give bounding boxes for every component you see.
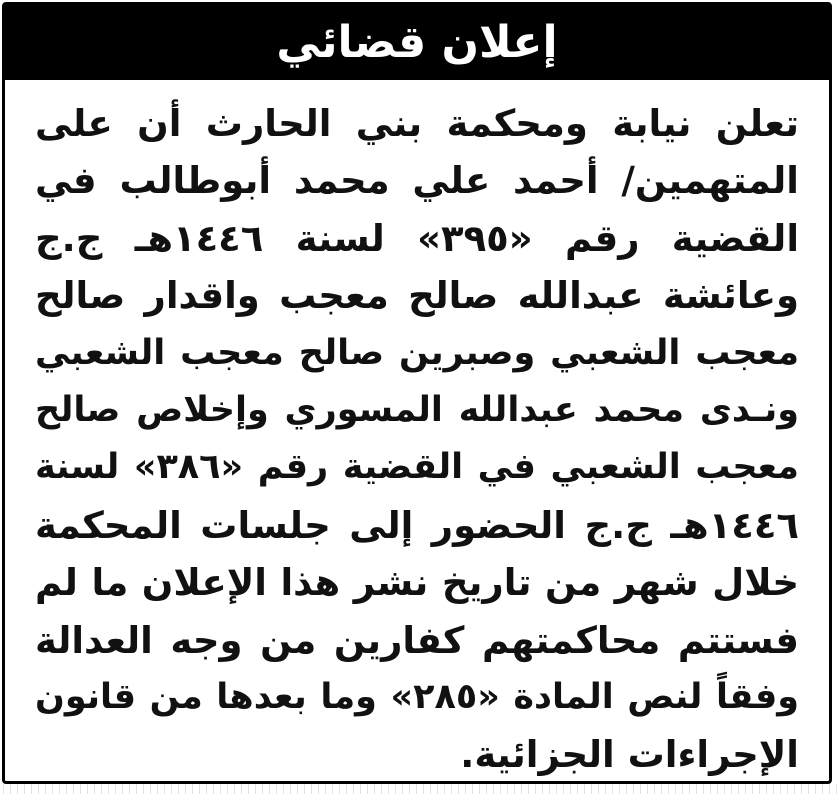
- notice-line: ونـدى محمد عبدالله المسوري وإخلاص صالح: [35, 389, 799, 430]
- notice-line: ١٤٤٦هـ ج.ج الحضور إلى جلسات المحكمة: [35, 503, 799, 547]
- notice-line: فستتم محاكمتهم كفارين من وجه العدالة: [35, 618, 799, 662]
- judicial-notice: [2, 2, 832, 784]
- notice-line: المتهمين/ أحمد علي محمد أبوطالب في: [35, 159, 799, 203]
- notice-line: خلال شهر من تاريخ نشر هذا الإعلان ما لم: [35, 561, 799, 605]
- notice-line: القضية رقم «٣٩٥» لسنة ١٤٤٦هـ ج.ج: [35, 216, 799, 260]
- notice-line: الإجراءات الجزائية.: [460, 733, 799, 777]
- notice-line: وعائشة عبدالله صالح معجب واقدار صالح: [35, 274, 799, 318]
- notice-line: تعلن نيابة ومحكمة بني الحارث أن على: [35, 102, 799, 145]
- notice-title: إعلان قضائي: [276, 17, 558, 68]
- title-bar: [5, 5, 829, 80]
- notice-body: [35, 95, 799, 784]
- notice-line: وفقاً لنص المادة «٢٨٥» وما بعدها من قانون: [35, 676, 799, 717]
- notice-line: معجب الشعبي وصبرين صالح معجب الشعبي: [35, 332, 799, 373]
- page-edge-strip: [0, 784, 838, 794]
- notice-line: معجب الشعبي في القضية رقم «٣٨٦» لسنة: [35, 447, 799, 488]
